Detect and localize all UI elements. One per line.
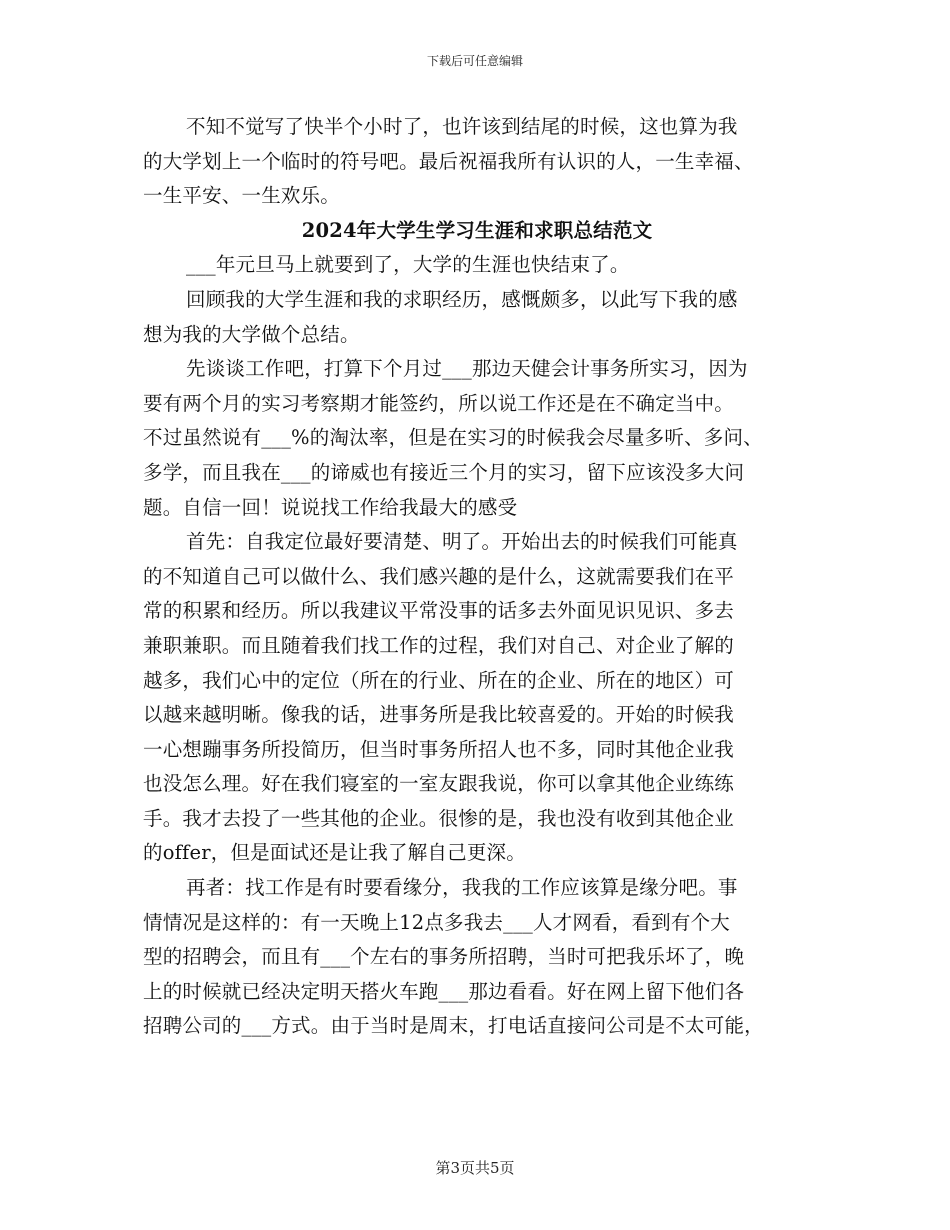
paragraph-line: 不知不觉写了快半个小时了，也许该到结尾的时候，这也算为我 xyxy=(186,115,738,138)
paragraph-line: 不过虽然说有___%的淘汰率，但是在实习的时候我会尽量多听、多问、 xyxy=(143,426,763,450)
paragraph-line: 多学，而且我在___的谛威也有接近三个月的实习，留下应该没多大问 xyxy=(143,460,745,484)
paragraph-line: 回顾我的大学生涯和我的求职经历，感慨颇多，以此写下我的感 xyxy=(186,287,738,311)
paragraph-line: 首先：自我定位最好要清楚、明了。开始出去的时候我们可能真 xyxy=(186,530,738,554)
paragraph-line: 一生平安、一生欢乐。 xyxy=(143,184,341,208)
paragraph-line: 招聘公司的___方式。由于当时是周末，打电话直接问公司是不太可能， xyxy=(143,1014,764,1038)
paragraph-line: 上的时候就已经决定明天搭火车跑___那边看看。好在网上留下他们各 xyxy=(143,979,745,1003)
header-note: 下载后可任意编辑 xyxy=(426,54,523,68)
document-body xyxy=(143,110,811,1044)
paragraph-line: 以越来越明晰。像我的话，进事务所是我比较喜爱的。开始的时候我 xyxy=(143,703,735,727)
paragraph-line: 越多，我们心中的定位（所在的行业、所在的企业、所在的地区）可 xyxy=(143,668,735,692)
paragraph-line: 情情况是这样的：有一天晚上12点多我去___人才网看，看到有个大 xyxy=(143,910,730,934)
paragraph-line: 的大学划上一个临时的符号吧。最后祝福我所有认识的人，一生幸福、 xyxy=(143,149,754,173)
paragraph-line: 先谈谈工作吧，打算下个月过___那边天健会计事务所实习，因为 xyxy=(186,357,748,381)
paragraph-line: 题。自信一回！说说找工作给我最大的感受 xyxy=(143,495,518,519)
paragraph-line: 再者：找工作是有时要看缘分，我我的工作应该算是缘分吧。事 xyxy=(186,876,738,900)
paragraph-line: 要有两个月的实习考察期才能签约，所以说工作还是在不确定当中。 xyxy=(143,391,735,415)
paragraph-line: 的offer，但是面试还是让我了解自己更深。 xyxy=(143,841,526,865)
paragraph-line: 手。我才去投了一些其他的企业。很惨的是，我也没有收到其他企业 xyxy=(143,806,735,830)
page-number: 第3页共5页 xyxy=(435,1159,515,1177)
paragraph-line: 也没怎么理。好在我们寝室的一室友跟我说，你可以拿其他企业练练 xyxy=(143,772,735,796)
paragraph-line: 型的招聘会，而且有___个左右的事务所招聘，当时可把我乐坏了，晚 xyxy=(143,945,745,969)
paragraph-line: 常的积累和经历。所以我建议平常没事的话多去外面见识见识、多去 xyxy=(143,599,735,623)
section-title: 2024年大学生学习生涯和求职总结范文 xyxy=(301,218,653,242)
paragraph-line: 想为我的大学做个总结。 xyxy=(143,322,360,346)
paragraph-line: 的不知道自己可以做什么、我们感兴趣的是什么，这就需要我们在平 xyxy=(143,564,735,588)
paragraph-line: 兼职兼职。而且随着我们找工作的过程，我们对自己、对企业了解的 xyxy=(143,633,735,657)
paragraph-line: ___年元旦马上就要到了，大学的生涯也快结束了。 xyxy=(186,253,630,277)
paragraph-line: 一心想蹦事务所投简历，但当时事务所招人也不多，同时其他企业我 xyxy=(143,737,735,761)
